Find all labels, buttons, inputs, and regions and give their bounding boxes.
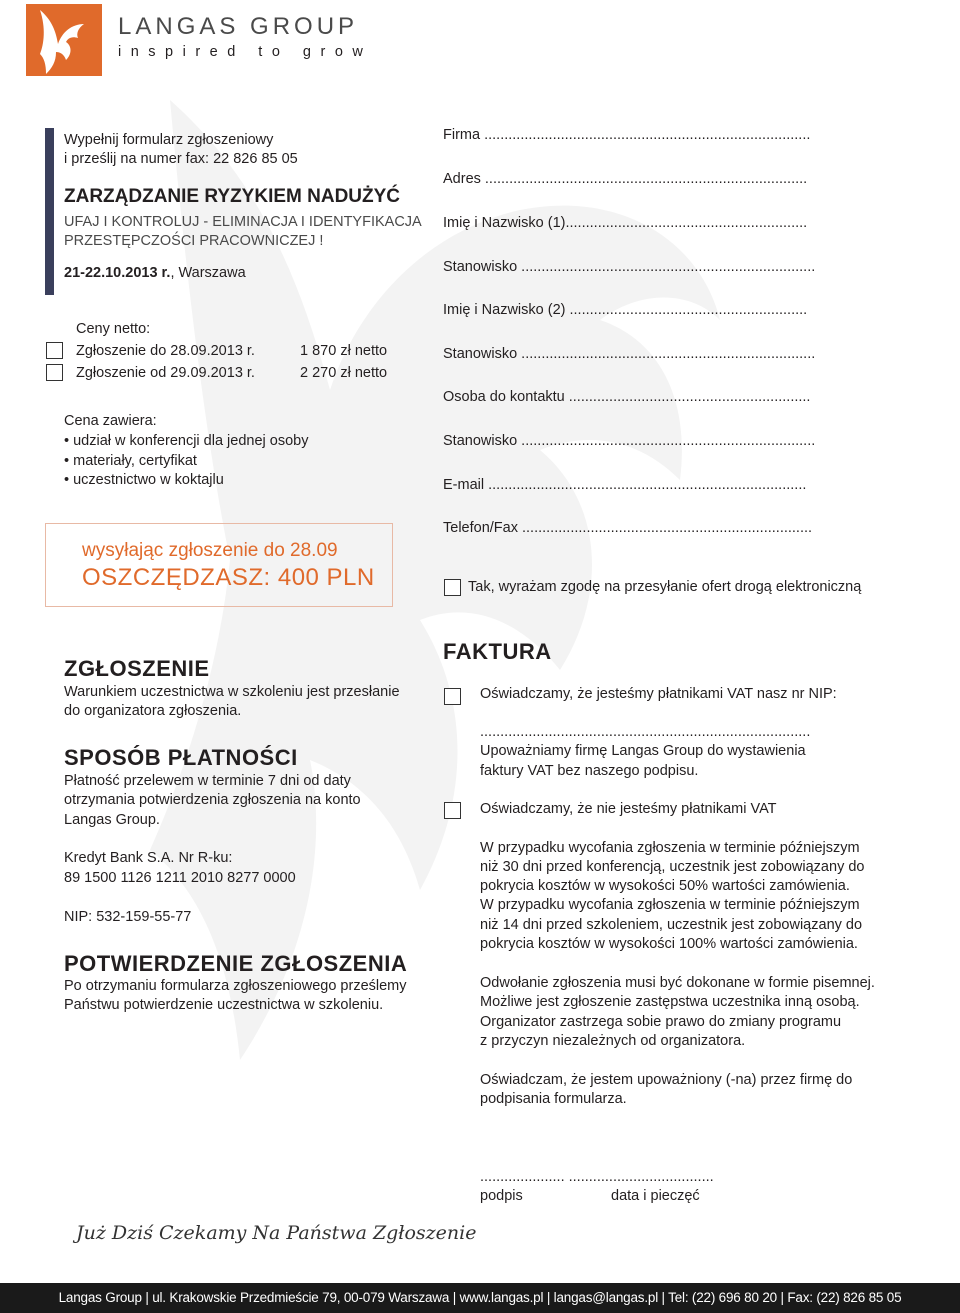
authorized-line-1: Oświadczam, że jestem upoważniony (-na) przez firmę do [480,1072,853,1088]
withdraw-line-1: Odwołanie zgłoszenia musi być dokonane w formie pisemnej. [480,975,875,991]
savings-line-2: OSZCZĘDZASZ: 400 PLN [82,564,375,591]
price-option-2-label: Zgłoszenie od 29.09.2013 r. [76,365,255,381]
cancel-line-1: W przypadku wycofania zgłoszenia w terminie późniejszym [480,840,860,856]
field-position-1[interactable]: Stanowisko ......................................................................... [443,259,816,275]
includes-item-2: • materiały, certyfikat [64,452,197,472]
field-email[interactable]: E-mail ............................................................................... [443,477,807,493]
bank-account: 89 1500 1126 1211 2010 8277 0000 [64,870,296,886]
prices-heading: Ceny netto: [76,321,151,337]
event-subtitle-2: PRZESTĘPCZOŚCI PRACOWNICZEJ ! [64,233,324,249]
field-contact-person[interactable]: Osoba do kontaktu ............................................................ [443,389,811,405]
stamp-label: data i pieczęć [611,1188,700,1204]
registration-line-1: Warunkiem uczestnictwa w szkoleniu jest przesłanie [64,684,400,700]
includes-heading: Cena zawiera: [64,413,157,429]
invoice-title: FAKTURA [443,639,552,664]
consent-checkbox[interactable] [444,579,461,596]
nip-field[interactable]: .................................................................................. [480,724,811,740]
field-position-3[interactable]: Stanowisko ......................................................................... [443,433,816,449]
hummingbird-logo-icon [26,4,102,76]
withdraw-line-2: Możliwe jest zgłoszenie zastępstwa uczestnika inną osobą. [480,994,860,1010]
field-name-2[interactable]: Imię i Nazwisko (2) ........................................................... [443,302,808,318]
company-tagline: inspired to grow [118,44,373,60]
confirmation-title: POTWIERDZENIE ZGŁOSZENIA [64,951,408,976]
authorized-line-2: podpisania formularza. [480,1091,627,1107]
price-option-2-checkbox[interactable] [46,364,63,381]
bank-name: Kredyt Bank S.A. Nr R-ku: [64,850,233,866]
price-option-1-price: 1 870 zł netto [300,343,388,359]
withdraw-line-4: z przyczyn niezależnych od organizatora. [480,1033,746,1049]
signature-label: podpis [480,1188,523,1204]
field-phone-fax[interactable]: Telefon/Fax ........................................................................ [443,520,813,536]
consent-label: Tak, wyrażam zgodę na przesyłanie ofert drogą elektroniczną [468,579,862,595]
field-position-2[interactable]: Stanowisko ......................................................................... [443,346,816,362]
includes-item-1: • udział w konferencji dla jednej osoby [64,432,308,452]
cancel-line-6: pokrycia kosztów w wysokości 100% wartości zamówienia. [480,936,858,952]
signature-dots[interactable]: ..................... .................................... [480,1169,714,1185]
field-name-1[interactable]: Imię i Nazwisko (1)............................................................ [443,215,808,231]
company-nip: NIP: 532-159-55-77 [64,909,192,925]
registration-line-2: do organizatora zgłoszenia. [64,703,242,719]
closing-message: Już Dziś Czekamy Na Państwa Zgłoszenie [76,1222,477,1244]
authorize-line-1: Upoważniamy firmę Langas Group do wystawienia [480,743,806,759]
event-date: 21-22.10.2013 r. [64,265,171,281]
cancel-line-3: pokrycia kosztów w wysokości 50% wartości zamówienia. [480,878,850,894]
event-title: ZARZĄDZANIE RYZYKIEM NADUŻYĆ [64,186,401,207]
event-subtitle-1: UFAJ I KONTROLUJ - ELIMINACJA I IDENTYFIKACJA [64,214,422,230]
event-date-place [64,264,246,284]
price-option-2-price: 2 270 zł netto [300,365,388,381]
authorize-line-2: faktury VAT bez naszego podpisu. [480,763,699,779]
accent-bar [45,128,54,295]
confirmation-line-1: Po otrzymaniu formularza zgłoszeniowego prześlemy [64,978,407,994]
includes-item-3: • uczestnictwo w koktajlu [64,471,224,491]
payment-line-2: otrzymania potwierdzenia zgłoszenia na konto [64,792,361,808]
vat-payer-checkbox[interactable] [444,688,461,705]
non-vat-checkbox[interactable] [444,802,461,819]
event-place: , Warszawa [170,265,246,281]
non-vat-label: Oświadczamy, że nie jesteśmy płatnikami VAT [480,801,777,817]
field-company[interactable]: Firma ................................................................................. [443,127,811,143]
confirmation-line-2: Państwu potwierdzenie uczestnictwa w szkoleniu. [64,997,384,1013]
payment-line-1: Płatność przelewem w terminie 7 dni od daty [64,773,351,789]
field-address[interactable]: Adres ................................................................................ [443,171,808,187]
payment-line-3: Langas Group. [64,812,160,828]
company-logo-text: LANGAS GROUP [118,13,359,40]
intro-line-1: Wypełnij formularz zgłoszeniowy [64,132,274,148]
cancel-line-4: W przypadku wycofania zgłoszenia w terminie późniejszym [480,897,860,913]
intro-line-2: i prześlij na numer fax: 22 826 85 05 [64,151,298,167]
withdraw-line-3: Organizator zastrzega sobie prawo do zmiany programu [480,1014,842,1030]
payment-title: SPOSÓB PŁATNOŚCI [64,745,298,770]
vat-payer-label: Oświadczamy, że jesteśmy płatnikami VAT nasz nr NIP: [480,686,837,702]
price-option-1-checkbox[interactable] [46,342,63,359]
savings-line-1: wysyłając zgłoszenie do 28.09 [82,540,338,561]
price-option-1-label: Zgłoszenie do 28.09.2013 r. [76,343,255,359]
footer-contact-bar: Langas Group | ul. Krakowskie Przedmieście 79, 00-079 Warszawa | www.langas.pl | langas@langas.pl | Tel: (22) 696 80 20 | Fax: (22) 826 85 05 [0,1283,960,1313]
cancel-line-2: niż 30 dni przed konferencją, uczestnik jest zobowiązany do [480,859,865,875]
cancel-line-5: niż 14 dni przed szkoleniem, uczestnik jest zobowiązany do [480,917,863,933]
registration-title: ZGŁOSZENIE [64,656,210,681]
